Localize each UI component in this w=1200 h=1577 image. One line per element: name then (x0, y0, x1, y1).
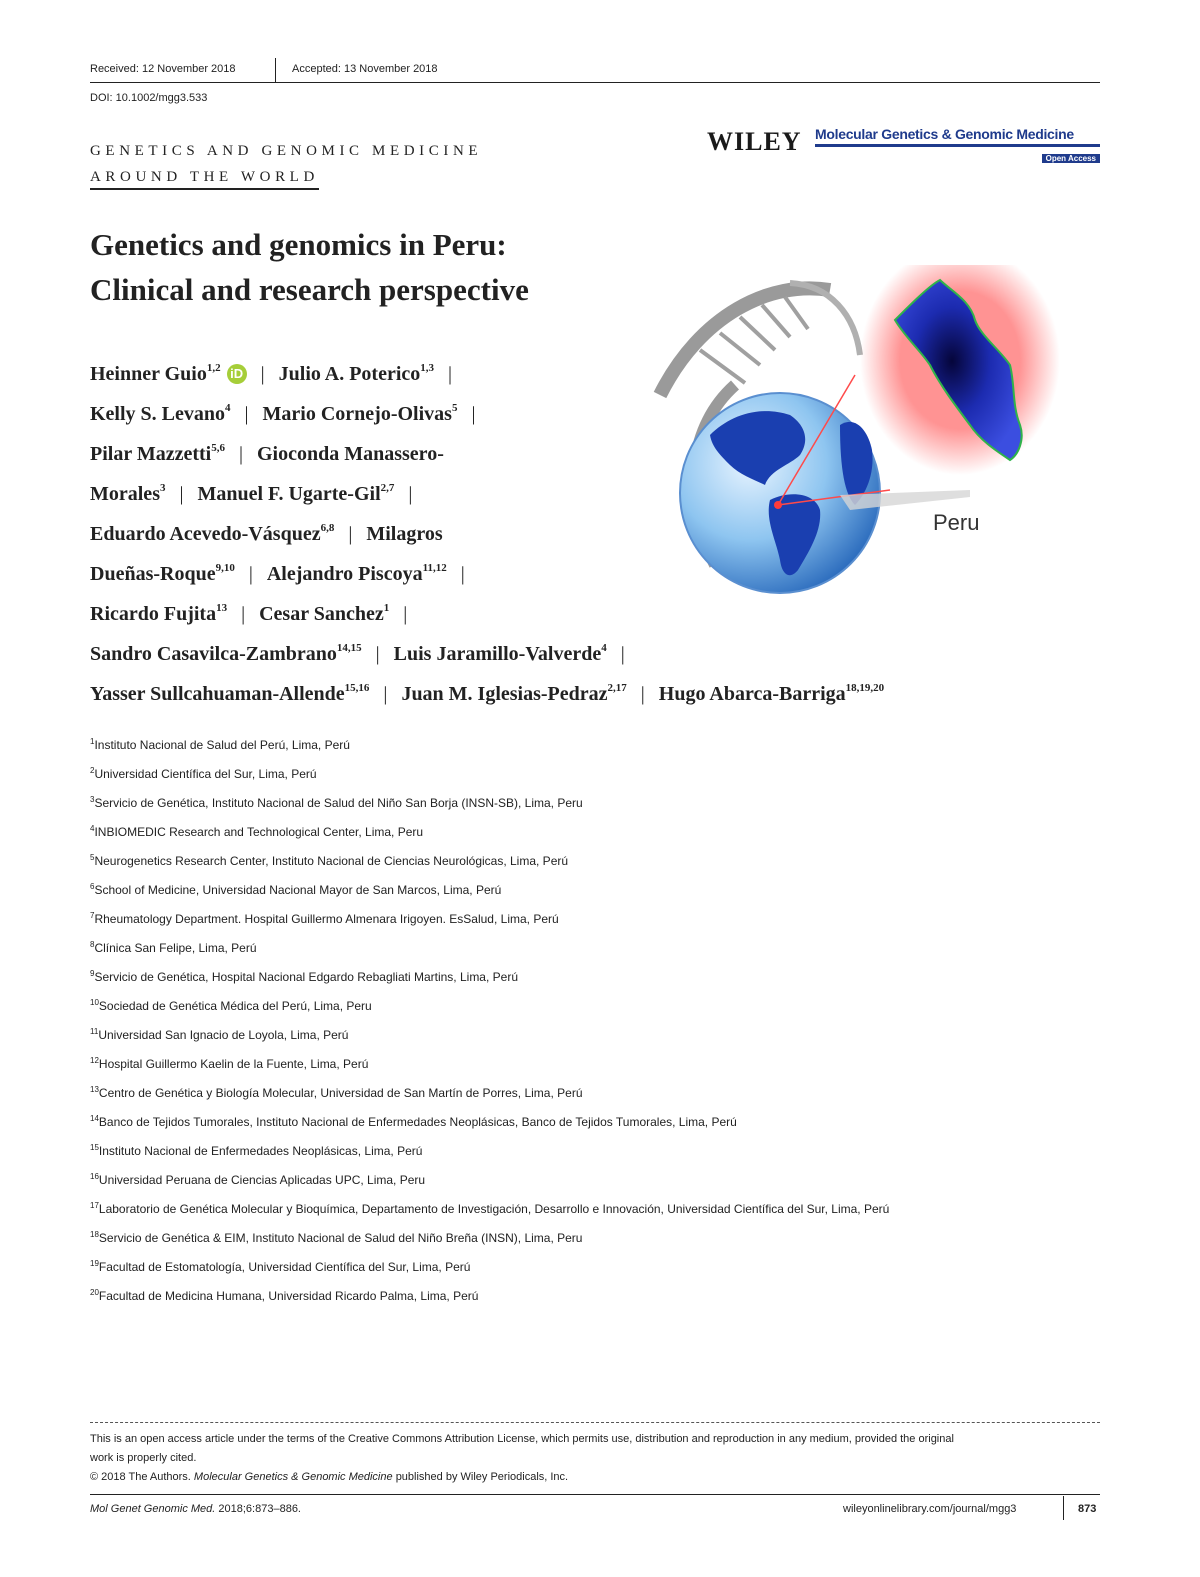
affiliation-item (90, 1288, 478, 1303)
header-rule (90, 82, 1100, 83)
license-line2: work is properly cited. (90, 1452, 197, 1464)
author-name[interactable]: Kelly S. Levano (90, 403, 226, 425)
author-line: Yasser Sullcahuaman-Allende$^{15,16}$ | Juan M. Iglesias-Pedraz$^{2,17}$ | Hugo Abarca-Barriga$^{18,19,20}$ (90, 682, 885, 705)
affiliation-number: 17 (90, 1201, 99, 1210)
affiliation-text: Instituto Nacional de Enfermedades Neoplásicas, Lima, Perú (98, 1144, 423, 1158)
affiliation-text: Hospital Guillermo Kaelin de la Fuente, Lima, Perú (98, 1057, 369, 1071)
affiliation-text: Centro de Genética y Biología Molecular, Universidad de San Martín de Porres, Lima, Perú (98, 1086, 583, 1100)
author-name[interactable]: Hugo Abarca-Barriga (658, 683, 846, 705)
copyright (90, 1468, 1100, 1487)
footer-divider (90, 1422, 1100, 1423)
affiliation-number: 1 (90, 737, 95, 746)
journal-logo[interactable] (815, 126, 1100, 166)
affiliation-number: 3 (90, 795, 95, 804)
author-affil: 1,3 (420, 362, 435, 374)
affiliation-item (90, 1172, 425, 1187)
affiliation-number: 7 (90, 911, 95, 920)
author-name[interactable]: Gioconda Manassero- (257, 443, 444, 465)
section-label-line2: AROUND THE WORLD (90, 169, 319, 190)
author-affil: 5,6 (211, 442, 225, 454)
author-affil: 6,8 (320, 522, 335, 534)
affiliation-item (90, 737, 350, 752)
article-title (90, 222, 529, 312)
author-name[interactable]: Manuel F. Ugarte-Gil (197, 483, 381, 505)
license-text (90, 1430, 1100, 1487)
accepted-date: Accepted: 13 November 2018 (292, 63, 438, 75)
author-line: Sandro Casavilca-Zambrano$^{14,15}$ | Luis Jaramillo-Valverde$^4$ | (90, 642, 625, 665)
author-line: Dueñas-Roque$^{9,10}$ | Alejandro Piscoya$^{11,12}$ | (90, 562, 465, 585)
affiliation-item (90, 1230, 582, 1245)
author-affil: 18,19,20 (845, 682, 885, 694)
affiliation-text: Instituto Nacional de Salud del Perú, Lima, Perú (94, 738, 350, 752)
affiliation-item (90, 911, 559, 926)
affiliation-text: School of Medicine, Universidad Nacional Mayor de San Marcos, Lima, Perú (94, 883, 502, 897)
affiliation-number: 12 (90, 1056, 99, 1065)
affiliation-text: Servicio de Genética, Instituto Nacional de Salud del Niño San Borja (INSN-SB), Lima, Peru (94, 796, 583, 810)
author-name[interactable]: Sandro Casavilca-Zambrano (90, 643, 337, 665)
footer-rule (90, 1494, 1100, 1495)
affiliation-text: Servicio de Genética & EIM, Instituto Nacional de Salud del Niño Breña (INSN), Lima, Peru (98, 1231, 583, 1245)
author-affil: 14,15 (336, 642, 362, 654)
affiliation-number: 4 (90, 824, 95, 833)
author-name[interactable]: Dueñas-Roque (90, 563, 216, 585)
peru-globe-figure (640, 265, 1100, 595)
affiliation-text: Neurogenetics Research Center, Instituto Nacional de Ciencias Neurológicas, Lima, Perú (94, 854, 569, 868)
affiliation-text: Sociedad de Genética Médica del Perú, Lima, Peru (98, 999, 372, 1013)
journal-logo-text: Molecular Genetics & Genomic Medicine (815, 126, 1074, 142)
author-line: Kelly S. Levano$^4$ | Mario Cornejo-Olivas$^5$ | (90, 402, 476, 425)
author-affil: 13 (216, 602, 228, 614)
affiliation-item (90, 1114, 737, 1129)
author-name[interactable]: Pilar Mazzetti (90, 443, 212, 465)
author-name[interactable]: Ricardo Fujita (90, 603, 217, 625)
affiliation-text: Facultad de Medicina Humana, Universidad Ricardo Palma, Lima, Perú (98, 1289, 479, 1303)
section-label-line1: GENETICS AND GENOMIC MEDICINE (90, 143, 483, 159)
author-name[interactable]: Eduardo Acevedo-Vásquez (90, 523, 321, 545)
author-name[interactable]: Milagros (366, 523, 443, 545)
affiliation-item (90, 998, 372, 1013)
author-name[interactable]: Alejandro Piscoya (266, 563, 423, 585)
affiliation-item (90, 940, 257, 955)
affiliation-item (90, 969, 518, 984)
copyright-journal: Molecular Genetics & Genomic Medicine (193, 1471, 393, 1483)
affiliation-number: 8 (90, 940, 95, 949)
affiliation-item (90, 1201, 889, 1216)
author-affil: 3 (159, 482, 166, 494)
publisher-logo[interactable]: WILEY (707, 127, 802, 156)
author-name[interactable]: Yasser Sullcahuaman-Allende (90, 683, 345, 705)
affiliation-item (90, 1027, 348, 1042)
journal-logo-rule (815, 144, 1100, 147)
affiliation-number: 15 (90, 1143, 99, 1152)
author-affil: 2,7 (380, 482, 395, 494)
author-name[interactable]: Luis Jaramillo-Valverde (393, 643, 602, 665)
title-line1: Genetics and genomics in Peru: (90, 227, 507, 262)
peru-map-icon (860, 265, 1060, 475)
affiliation-item (90, 824, 423, 839)
page-number: 873 (1078, 1503, 1097, 1515)
affiliation-text: Universidad Peruana de Ciencias Aplicadas UPC, Lima, Peru (98, 1173, 426, 1187)
affiliation-text: Rheumatology Department. Hospital Guillermo Almenara Irigoyen. EsSalud, Lima, Perú (94, 912, 559, 926)
citation-journal: Mol Genet Genomic Med. (90, 1503, 216, 1515)
citation-details: 2018;6:873–886. (218, 1503, 301, 1515)
affiliation-item (90, 882, 501, 897)
author-line: Ricardo Fujita$^{13}$ | Cesar Sanchez$^1$ | (90, 602, 408, 625)
affiliation-text: Banco de Tejidos Tumorales, Instituto Nacional de Enfermedades Neoplásicas, Banco de Tejidos Tumorales, Lima, Perú (98, 1115, 737, 1129)
affiliation-number: 2 (90, 766, 95, 775)
affiliation-text: INBIOMEDIC Research and Technological Center, Lima, Peru (94, 825, 424, 839)
author-name[interactable]: Heinner Guio (90, 363, 207, 385)
affiliation-item (90, 1259, 470, 1274)
author-line: Eduardo Acevedo-Vásquez$^{6,8}$ | Milagros (90, 522, 443, 545)
author-name[interactable]: Mario Cornejo-Olivas (262, 403, 452, 425)
affiliation-number: 5 (90, 853, 95, 862)
author-name[interactable]: Juan M. Iglesias-Pedraz (401, 683, 608, 705)
affiliation-item (90, 1143, 422, 1158)
citation (90, 1503, 301, 1515)
author-affil: 4 (225, 402, 231, 414)
author-name[interactable]: Morales (90, 483, 160, 505)
affiliation-number: 9 (90, 969, 95, 978)
affiliation-item (90, 795, 583, 810)
affiliation-number: 13 (90, 1085, 99, 1094)
journal-url[interactable]: wileyonlinelibrary.com/journal/mgg3 (843, 1503, 1017, 1515)
author-affil: 9,10 (215, 562, 235, 574)
copyright-suffix: published by Wiley Periodicals, Inc. (395, 1471, 569, 1483)
author-affil: 4 (601, 642, 607, 654)
affiliation-text: Laboratorio de Genética Molecular y Bioquímica, Departamento de Investigación, Desarrollo e Innovación, Universidad Científica del Sur, Lima, Perú (98, 1202, 890, 1216)
received-date: Received: 12 November 2018 (90, 63, 236, 75)
author-line: Morales$^3$ | Manuel F. Ugarte-Gil$^{2,7}$ | (90, 482, 413, 505)
affiliation-item (90, 1056, 368, 1071)
author-name[interactable]: Cesar Sanchez (259, 603, 384, 625)
affiliation-number: 18 (90, 1230, 99, 1239)
affiliation-number: 6 (90, 882, 95, 891)
affiliation-number: 20 (90, 1288, 99, 1297)
affiliation-item (90, 853, 568, 868)
author-affil: 15,16 (344, 682, 370, 694)
affiliation-number: 16 (90, 1172, 99, 1181)
footer-separator (1063, 1496, 1064, 1520)
affiliation-number: 11 (90, 1027, 99, 1036)
affiliation-item (90, 1085, 583, 1100)
copyright-prefix: © 2018 The Authors. (90, 1471, 191, 1483)
author-line: Pilar Mazzetti$^{5,6}$ | Gioconda Manassero- (90, 442, 444, 465)
affiliation-text: Servicio de Genética, Hospital Nacional Edgardo Rebagliati Martins, Lima, Perú (94, 970, 518, 984)
author-affil: 1 (383, 602, 390, 614)
affiliation-number: 14 (90, 1114, 99, 1123)
author-affil: 2,17 (607, 682, 627, 694)
affiliation-text: Clínica San Felipe, Lima, Perú (94, 941, 257, 955)
affiliation-text: Facultad de Estomatología, Universidad Científica del Sur, Lima, Perú (98, 1260, 471, 1274)
figure-label: Peru (933, 510, 980, 535)
author-affil: 1,2 (206, 362, 221, 374)
affiliation-number: 19 (90, 1259, 99, 1268)
affiliation-text: Universidad Científica del Sur, Lima, Perú (94, 767, 317, 781)
affiliation-text: Universidad San Ignacio de Loyola, Lima, Perú (98, 1028, 349, 1042)
open-access-badge: Open Access (1042, 154, 1100, 163)
license-line1: This is an open access article under the terms of the Creative Commons Attribution License, which permits use, distribution and reproduction in any medium, provided the original (90, 1433, 954, 1445)
header-separator (275, 58, 276, 82)
author-affil: 5 (451, 402, 458, 414)
doi[interactable]: DOI: 10.1002/mgg3.533 (90, 92, 208, 104)
title-line2: Clinical and research perspective (90, 272, 529, 307)
author-line: Heinner Guio$^{1,2}$ iD | Julio A. Poterico$^{1,3}$ | (90, 362, 453, 385)
affiliation-item (90, 766, 317, 781)
orcid-icon[interactable]: iD (227, 364, 247, 384)
affiliation-number: 10 (90, 998, 99, 1007)
author-name[interactable]: Julio A. Poterico (278, 363, 421, 385)
author-affil: 11,12 (422, 562, 447, 574)
